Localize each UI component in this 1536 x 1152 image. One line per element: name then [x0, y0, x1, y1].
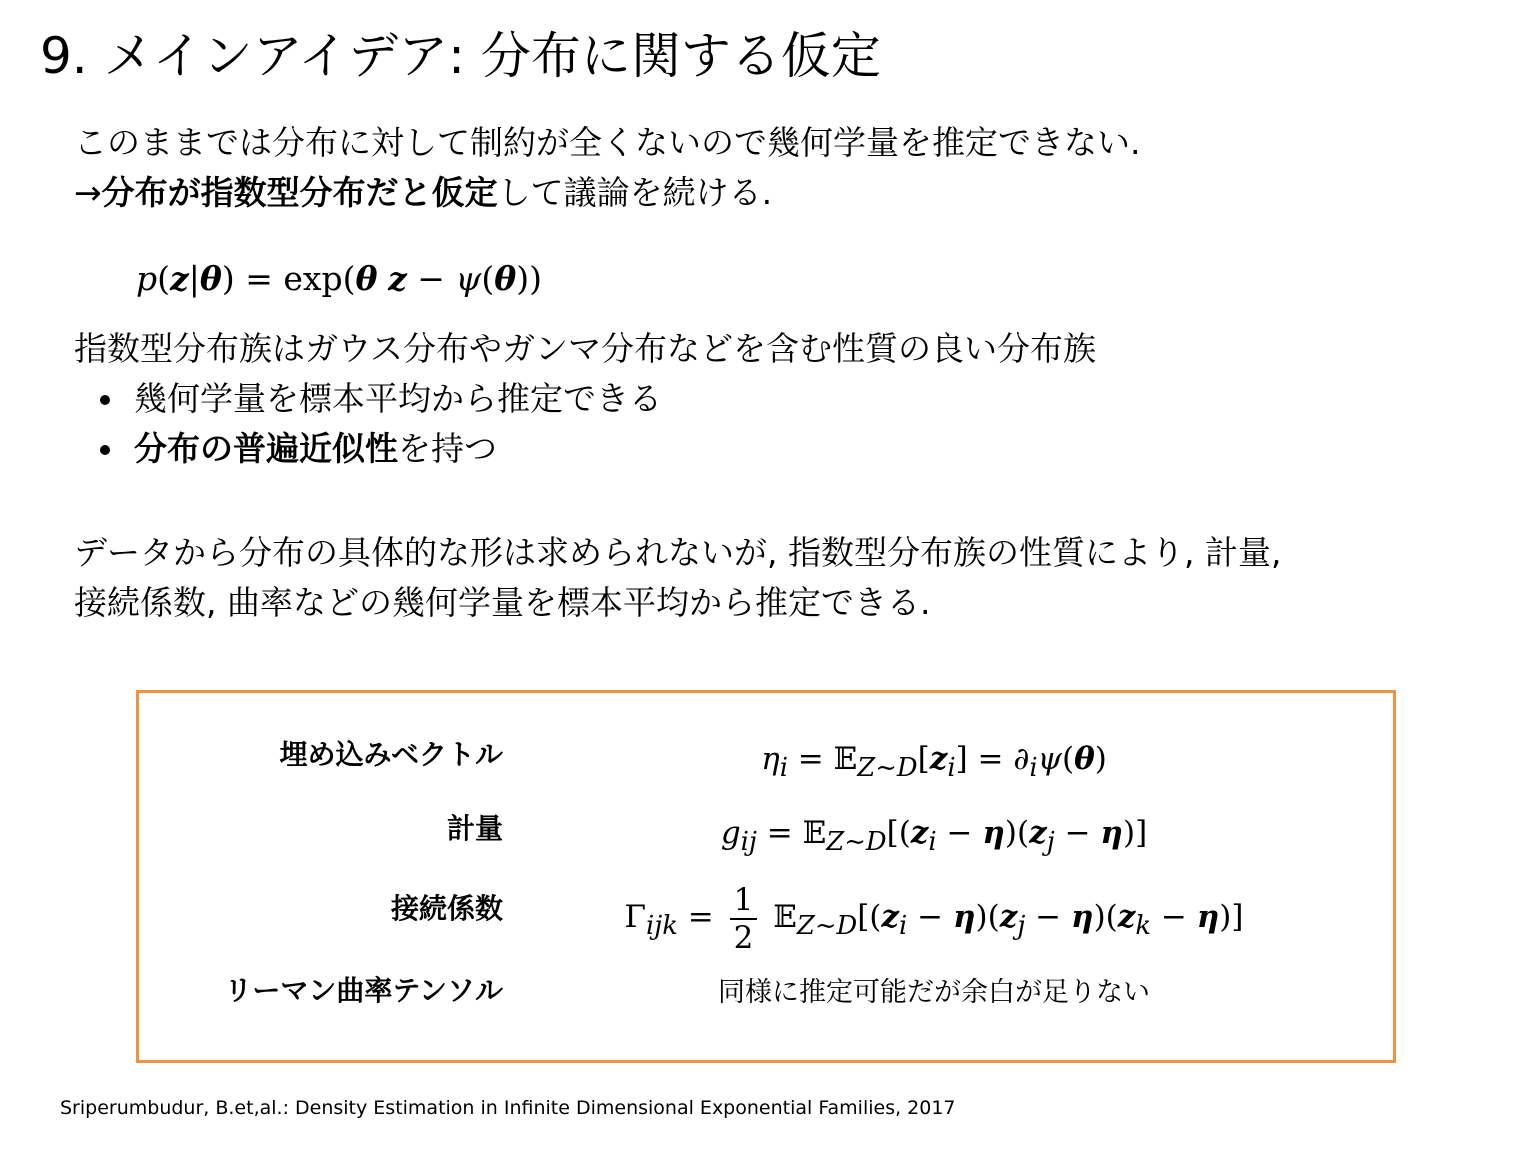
conclusion-line-2: 接続係数, 曲率などの幾何学量を標本平均から推定できる.	[74, 583, 931, 622]
geometry-summary-box	[136, 690, 1396, 1063]
bullet-icon	[100, 395, 110, 405]
bullet-bold-text: 分布の普遍近似性	[134, 429, 398, 468]
row-label-connection: 接続係数	[390, 892, 503, 925]
family-properties-list	[74, 374, 662, 474]
row-label-embedding: 埋め込みベクトル	[279, 738, 503, 771]
list-item	[74, 424, 662, 474]
citation: Sriperumbudur, B.et,al.: Density Estimation in Infinite Dimensional Exponential Families, 2017	[60, 1097, 956, 1119]
family-heading: 指数型分布族はガウス分布やガンマ分布などを含む性質の良い分布族	[74, 329, 1097, 368]
connection-formula: $\Gamma_{ijk}$ = $\frac{1}{2}$ $𝔼_{Z\sim D}[(z_i - \eta)(z_j - \eta)(z_k - \eta)]$	[624, 881, 1244, 956]
curvature-note-text: 同様に推定可能だが余白が足りない	[718, 977, 1150, 1008]
fraction: $\frac{1}{2}$	[730, 882, 758, 956]
metric-formula: $g_{ij}$ = $𝔼_{Z\sim D}[(z_i - \eta)(z_j - \eta)]$	[720, 815, 1148, 858]
intro-line-2	[74, 168, 772, 218]
bullet-icon	[100, 445, 110, 455]
intro-assumption-bold: 分布が指数型分布だと仮定	[101, 173, 498, 212]
intro-line-2-rest: して議論を続ける.	[497, 173, 773, 212]
curvature-note	[519, 971, 1349, 1013]
conclusion-line-1: データから分布の具体的な形は求められないが, 指数型分布族の性質により, 計量,	[74, 533, 1282, 572]
embedding-formula: $\eta_i$ = $𝔼_{Z\sim D}[z_i] = \partial_i\psi(\theta)$	[761, 741, 1107, 784]
row-label-metric: 計量	[446, 812, 503, 845]
bullet-text: 幾何学量を標本平均から推定できる	[134, 379, 662, 418]
intro-line-1: このままでは分布に対して制約が全くないので幾何学量を推定できない.	[74, 123, 1141, 162]
exponential-family-formula: p(z|θ) = exp(θ z − ψ(θ))	[136, 259, 542, 298]
slide-title: 9. メインアイデア: 分布に関する仮定	[40, 27, 881, 85]
arrow-icon: →	[74, 173, 102, 212]
list-item	[74, 374, 662, 424]
row-label-curvature: リーマン曲率テンソル	[224, 974, 503, 1007]
bullet-text: を持つ	[398, 429, 497, 468]
